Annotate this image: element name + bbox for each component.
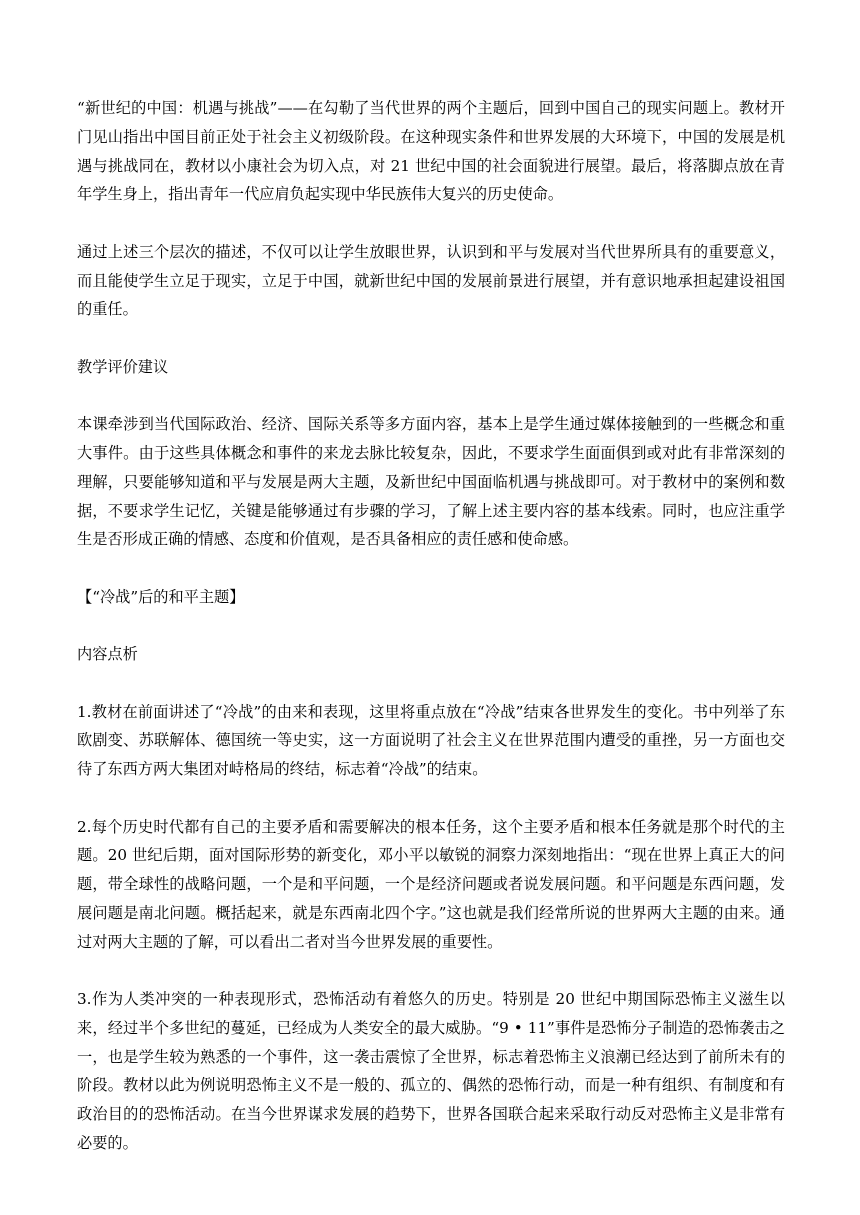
- document-page: [77, 94, 785, 1186]
- heading-post-cold-war-peace: 【“冷战”后的和平主题】: [77, 587, 245, 606]
- paragraph-point-2: 2.每个历史时代都有自己的主要矛盾和需要解决的根本任务，这个主要矛盾和根本任务就是那个时代的主题。20 世纪后期，面对国际形势的新变化，邓小平以敏锐的洞察力深刻地指出：“现在世界上真正大的问题，带全球性的战略问题，一个是和平问题，一个是经济问题或者说发展问题。和平问题是东西问题，发展问题是南北问题。概括起来，就是东西南北四个字。”这也就是我们经常所说的世界两大主题的由来。通过对两大主题的了解，可以看出二者对当今世界发展的重要性。: [77, 817, 785, 951]
- heading-teaching-evaluation: 教学评价建议: [77, 357, 169, 376]
- paragraph-point-3: 3.作为人类冲突的一种表现形式，恐怖活动有着悠久的历史。特别是 20 世纪中期国际恐怖主义滋生以来，经过半个多世纪的蔓延，已经成为人类安全的最大威胁。“9 • 11”事件是恐怖分子制造的恐怖袭击之一，也是学生较为熟悉的一个事件，这一袭击震惊了全世界，标志着恐怖主义浪潮已经达到了前所未有的阶段。教材以此为例说明恐怖主义不是一般的、孤立的、偶然的恐怖行动，而是一种有组织、有制度和有政治目的的恐怖活动。在当今世界谋求发展的趋势下，世界各国联合起来采取行动反对恐怖主义是非常有必要的。: [77, 990, 785, 1153]
- heading-content-analysis: 内容点析: [77, 645, 138, 664]
- paragraph-point-1: 1.教材在前面讲述了“冷战”的由来和表现，这里将重点放在“冷战”结束各世界发生的变化。书中列举了东欧剧变、苏联解体、德国统一等史实，这一方面说明了社会主义在世界范围内遭受的重挫，另一方面也交待了东西方两大集团对峙格局的终结，标志着“冷战”的结束。: [77, 702, 785, 779]
- paragraph-new-century-china: “新世纪的中国：机遇与挑战”——在勾勒了当代世界的两个主题后，回到中国自己的现实问题上。教材开门见山指出中国目前正处于社会主义初级阶段。在这种现实条件和世界发展的大环境下，中国的发展是机遇与挑战同在，教材以小康社会为切入点，对 21 世纪中国的社会面貌进行展望。最后，将落脚点放在青年学生身上，指出青年一代应肩负起实现中华民族伟大复兴的历史使命。: [77, 99, 785, 204]
- paragraph-three-levels-summary: 通过上述三个层次的描述，不仅可以让学生放眼世界，认识到和平与发展对当代世界所具有的重要意义，而且能使学生立足于现实，立足于中国，就新世纪中国的发展前景进行展望，并有意识地承担起建设祖国的重任。: [77, 242, 785, 319]
- paragraph-evaluation-suggestions: 本课牵涉到当代国际政治、经济、国际关系等多方面内容，基本上是学生通过媒体接触到的一些概念和重大事件。由于这些具体概念和事件的来龙去脉比较复杂，因此，不要求学生面面俱到或对此有非常深刻的理解，只要能够知道和平与发展是两大主题，及新世纪中国面临机遇与挑战即可。对于教材中的案例和数据，不要求学生记忆，关键是能够通过有步骤的学习，了解上述主要内容的基本线索。同时，也应注重学生是否形成正确的情感、态度和价值观，是否具备相应的责任感和使命感。: [77, 415, 785, 549]
